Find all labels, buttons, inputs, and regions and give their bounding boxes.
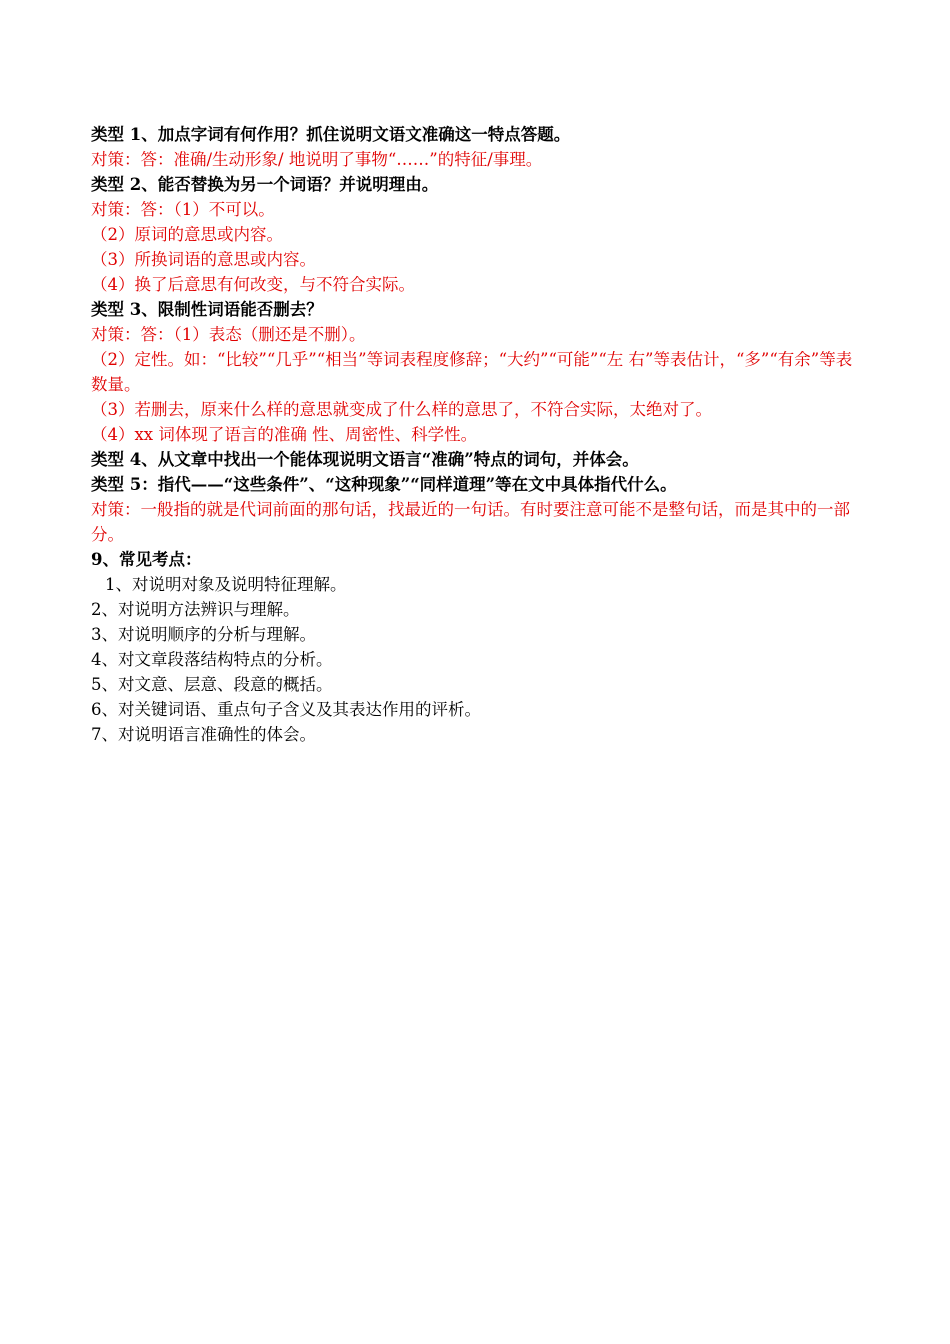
type3-question: 类型 3、限制性词语能否删去？ <box>91 300 323 319</box>
type3-strategy-2: （2）定性。如：“比较”“几乎”“相当”等词表程度修辞；“大约”“可能”“左 右”等表估计，“多”“有余”等表数量。 <box>91 350 853 394</box>
exam-point-4: 4、对文章段落结构特点的分析。 <box>91 650 333 669</box>
type4-question: 类型 4、从文章中找出一个能体现说明文语言“准确”特点的词句，并体会。 <box>91 450 639 469</box>
exam-point-6: 6、对关键词语、重点句子含义及其表达作用的评析。 <box>91 700 481 719</box>
exam-point-5: 5、对文意、层意、段意的概括。 <box>91 675 333 694</box>
type2-strategy-3: （3）所换词语的意思或内容。 <box>91 250 316 269</box>
type1-strategy: 对策：答：准确/生动形象/ 地说明了事物“……”的特征/事理。 <box>91 150 543 169</box>
section9-heading: 9、常见考点： <box>91 550 202 569</box>
exam-point-2: 2、对说明方法辨识与理解。 <box>91 600 300 619</box>
type5-strategy: 对策：一般指的就是代词前面的那句话，找最近的一句话。有时要注意可能不是整句话，而是其中的一部分。 <box>91 500 850 544</box>
type1-question: 类型 1、加点字词有何作用？抓住说明文语文准确这一特点答题。 <box>91 125 571 144</box>
type3-strategy-4: （4）xx 词体现了语言的准确 性、周密性、科学性。 <box>91 425 478 444</box>
type2-question: 类型 2、能否替换为另一个词语？并说明理由。 <box>91 175 439 194</box>
document-body <box>91 122 863 747</box>
type3-strategy-3: （3）若删去，原来什么样的意思就变成了什么样的意思了，不符合实际，太绝对了。 <box>91 400 712 419</box>
type2-strategy-1: 对策：答：（1）不可以。 <box>91 200 275 219</box>
type5-question: 类型 5：指代——“这些条件”、“这种现象”“同样道理”等在文中具体指代什么。 <box>91 475 677 494</box>
type3-strategy-1: 对策：答：（1）表态（删还是不删）。 <box>91 325 366 344</box>
exam-point-1: 1、对说明对象及说明特征理解。 <box>105 575 347 594</box>
type2-strategy-2: （2）原词的意思或内容。 <box>91 225 283 244</box>
exam-point-3: 3、对说明顺序的分析与理解。 <box>91 625 316 644</box>
exam-point-7: 7、对说明语言准确性的体会。 <box>91 725 316 744</box>
type2-strategy-4: （4）换了后意思有何改变，与不符合实际。 <box>91 275 415 294</box>
